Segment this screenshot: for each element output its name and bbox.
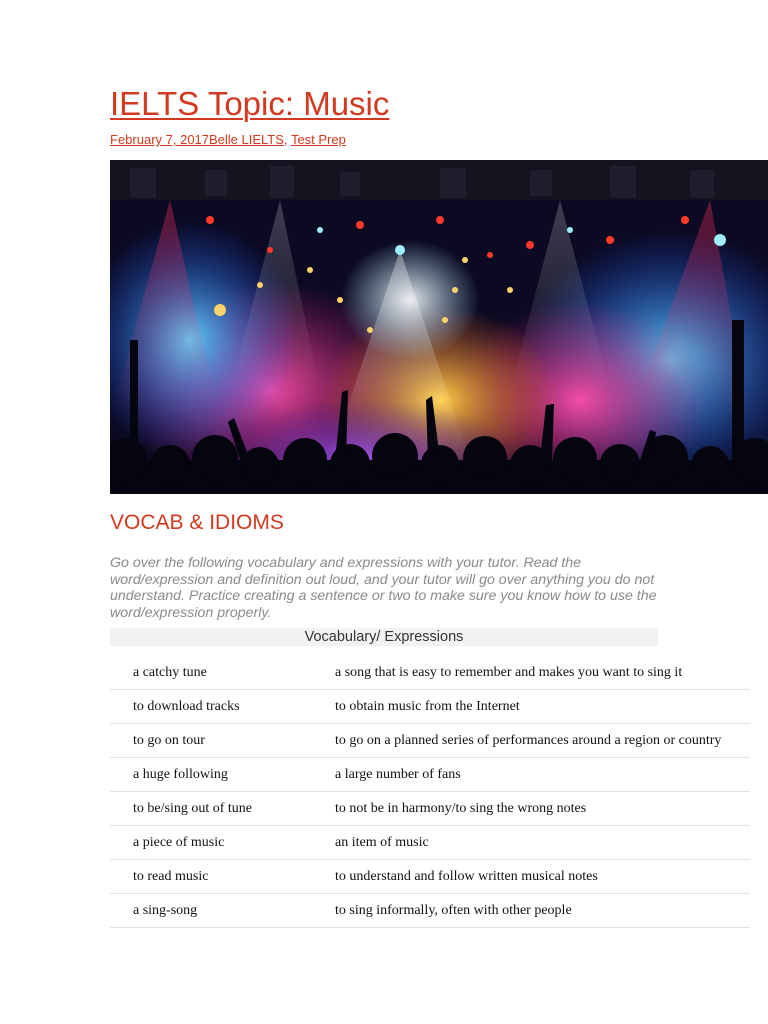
vocab-term: a catchy tune bbox=[110, 656, 335, 690]
vocab-term: to read music bbox=[110, 860, 335, 894]
vocab-definition: to sing informally, often with other people bbox=[335, 894, 750, 928]
vocab-definition: to obtain music from the Internet bbox=[335, 690, 750, 724]
vocab-term: to download tracks bbox=[110, 690, 335, 724]
category-link[interactable]: Test Prep bbox=[290, 132, 346, 147]
vocab-term: to go on tour bbox=[110, 724, 335, 758]
concert-stage-image bbox=[110, 160, 768, 494]
vocab-term: a huge following bbox=[110, 758, 335, 792]
table-row bbox=[110, 690, 750, 724]
meta-separator: , bbox=[283, 132, 288, 147]
vocab-definition: to go on a planned series of performances around a region or country bbox=[335, 724, 750, 758]
vocab-table-header: Vocabulary/ Expressions bbox=[110, 628, 658, 646]
table-row bbox=[110, 894, 750, 928]
vocab-term: a piece of music bbox=[110, 826, 335, 860]
vocab-definition: a large number of fans bbox=[335, 758, 750, 792]
vocab-table bbox=[110, 656, 750, 928]
section-heading: VOCAB & IDIOMS bbox=[110, 511, 284, 534]
table-row bbox=[110, 656, 750, 690]
post-meta bbox=[110, 132, 346, 147]
intro-paragraph: Go over the following vocabulary and expressions with your tutor. Read the word/expression and definition out loud, and your tutor will go over anything you do not understand. Practice creating a sentence or two to make sure you know how to use the word/expression properly. bbox=[110, 555, 657, 621]
vocab-definition: a song that is easy to remember and makes you want to sing it bbox=[335, 656, 750, 690]
table-row bbox=[110, 860, 750, 894]
table-row bbox=[110, 724, 750, 758]
table-row bbox=[110, 826, 750, 860]
vocab-definition: to understand and follow written musical notes bbox=[335, 860, 750, 894]
post-title[interactable]: IELTS Topic: Music bbox=[110, 85, 390, 122]
table-row bbox=[110, 792, 750, 826]
table-row bbox=[110, 758, 750, 792]
post-date-author-link[interactable]: February 7, 2017Belle LIELTS bbox=[110, 132, 284, 147]
vocab-definition: to not be in harmony/to sing the wrong notes bbox=[335, 792, 750, 826]
vocab-term: a sing-song bbox=[110, 894, 335, 928]
vocab-definition: an item of music bbox=[335, 826, 750, 860]
vocab-term: to be/sing out of tune bbox=[110, 792, 335, 826]
